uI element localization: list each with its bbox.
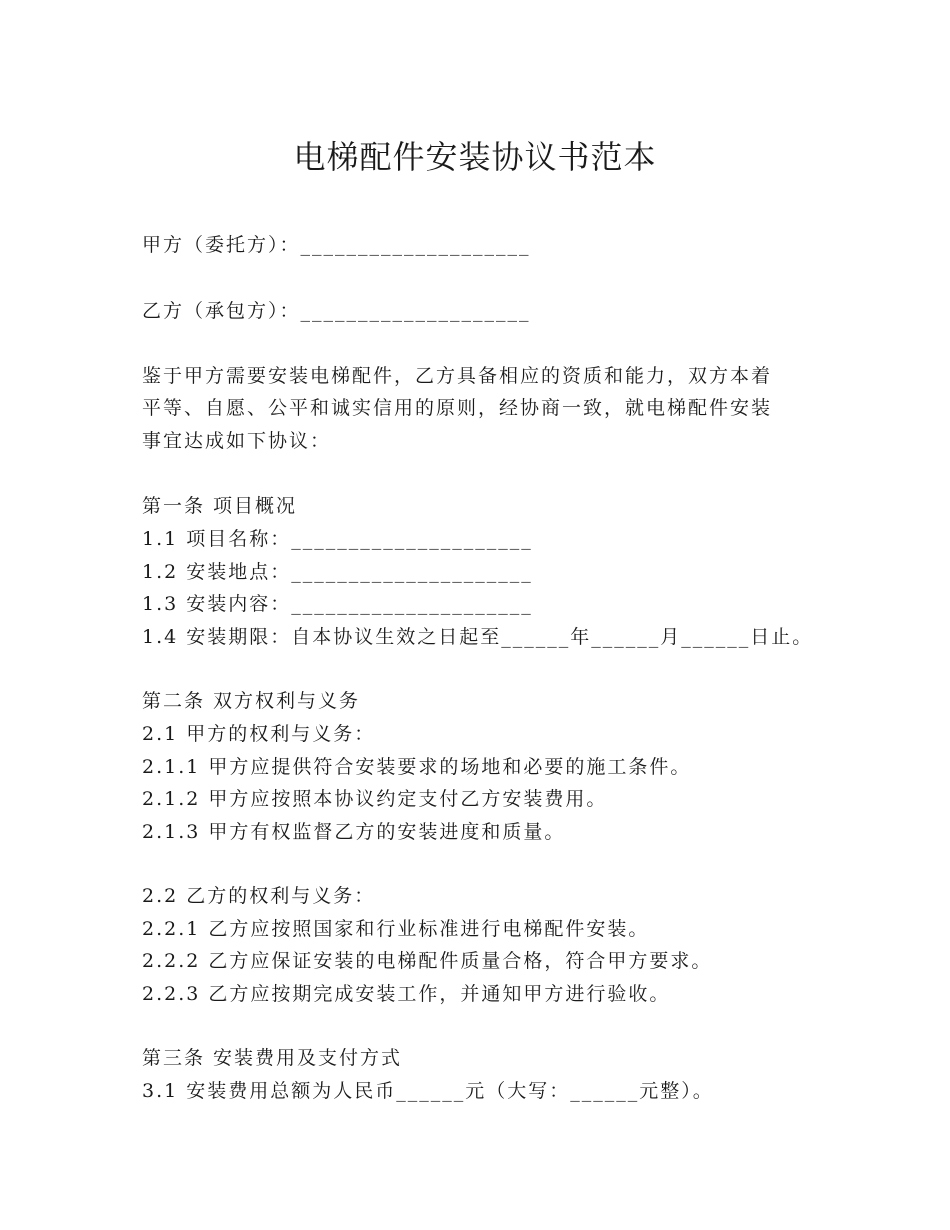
article-1-item: 1.1 项目名称：_____________________: [142, 528, 533, 550]
article-1-item: 1.4 安装期限：自本协议生效之日起至______年______月______日止。: [142, 626, 814, 648]
article-1-item: 1.2 安装地点：_____________________: [142, 561, 533, 583]
article-3-item: 3.1 安装费用总额为人民币______元（大写：______元整）。: [142, 1080, 714, 1102]
article-1-heading: 第一条 项目概况: [142, 495, 298, 517]
article-2-2-item: 2.2.3 乙方应按期完成安装工作，并通知甲方进行验收。: [142, 983, 671, 1005]
article-3-heading: 第三条 安装费用及支付方式: [142, 1047, 403, 1069]
article-2-2-item: 2.2.1 乙方应按照国家和行业标准进行电梯配件安装。: [142, 918, 650, 940]
preamble-line: 事宜达成如下协议：: [142, 430, 332, 452]
article-2-heading: 第二条 双方权利与义务: [142, 690, 361, 712]
article-2-2-item: 2.2.2 乙方应保证安装的电梯配件质量合格，符合甲方要求。: [142, 950, 713, 972]
article-2-1-item: 2.1.2 甲方应按照本协议约定支付乙方安装费用。: [142, 788, 608, 810]
article-2-1-heading: 2.1 甲方的权利与义务：: [142, 723, 376, 745]
party-a-line: 甲方（委托方）：____________________: [142, 234, 531, 256]
article-2-2-heading: 2.2 乙方的权利与义务：: [142, 885, 376, 907]
article-1-item: 1.3 安装内容：_____________________: [142, 593, 533, 615]
document-title: 电梯配件安装协议书范本: [293, 138, 657, 176]
party-b-line: 乙方（承包方）：____________________: [142, 300, 531, 322]
preamble-line: 平等、自愿、公平和诚实信用的原则，经协商一致，就电梯配件安装: [142, 397, 773, 419]
article-2-1-item: 2.1.1 甲方应提供符合安装要求的场地和必要的施工条件。: [142, 756, 692, 778]
article-2-1-item: 2.1.3 甲方有权监督乙方的安装进度和质量。: [142, 821, 566, 843]
preamble-line: 鉴于甲方需要安装电梯配件，乙方具备相应的资质和能力，双方本着: [142, 365, 773, 387]
